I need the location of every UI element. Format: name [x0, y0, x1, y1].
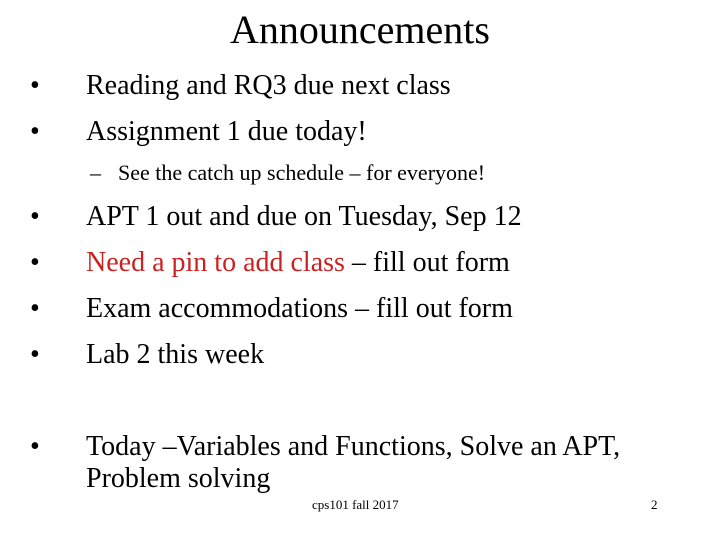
bullet-text — [86, 247, 510, 279]
bullet-icon: • — [30, 339, 40, 370]
sub-bullet-text: See the catch up schedule – for everyone! — [118, 160, 486, 185]
bullet-pin — [30, 247, 510, 279]
footer-page-number: 2 — [651, 497, 658, 512]
bullet-icon: • — [30, 293, 40, 324]
bullet-apt — [30, 201, 522, 233]
bullet-rest-text: – fill out form — [344, 247, 510, 278]
bullet-text: Reading and RQ3 due next class — [86, 70, 451, 101]
bullet-text: Today –Variables and Functions, Solve an APT, Problem solving — [86, 431, 621, 494]
bullet-icon: • — [30, 247, 40, 278]
bullet-text: Lab 2 this week — [86, 339, 265, 370]
bullet-reading — [30, 70, 451, 102]
bullet-assignment — [30, 116, 367, 148]
bullet-icon: • — [30, 201, 40, 232]
bullet-icon: • — [30, 70, 40, 101]
bullet-text: APT 1 out and due on Tuesday, Sep 12 — [86, 201, 522, 232]
sub-bullet-catch-up — [90, 160, 485, 186]
dash-icon: – — [90, 160, 101, 185]
highlight-text: Need a pin to add class — [86, 247, 345, 278]
bullet-today — [30, 431, 646, 495]
slide-title: Announcements — [230, 7, 490, 52]
bullet-text: Exam accommodations – fill out form — [86, 293, 513, 324]
bullet-icon: • — [30, 116, 40, 147]
footer-course: cps101 fall 2017 — [312, 497, 399, 512]
bullet-icon: • — [30, 431, 40, 462]
bullet-lab — [30, 339, 264, 371]
bullet-text: Assignment 1 due today! — [86, 116, 367, 147]
bullet-exam — [30, 293, 513, 325]
